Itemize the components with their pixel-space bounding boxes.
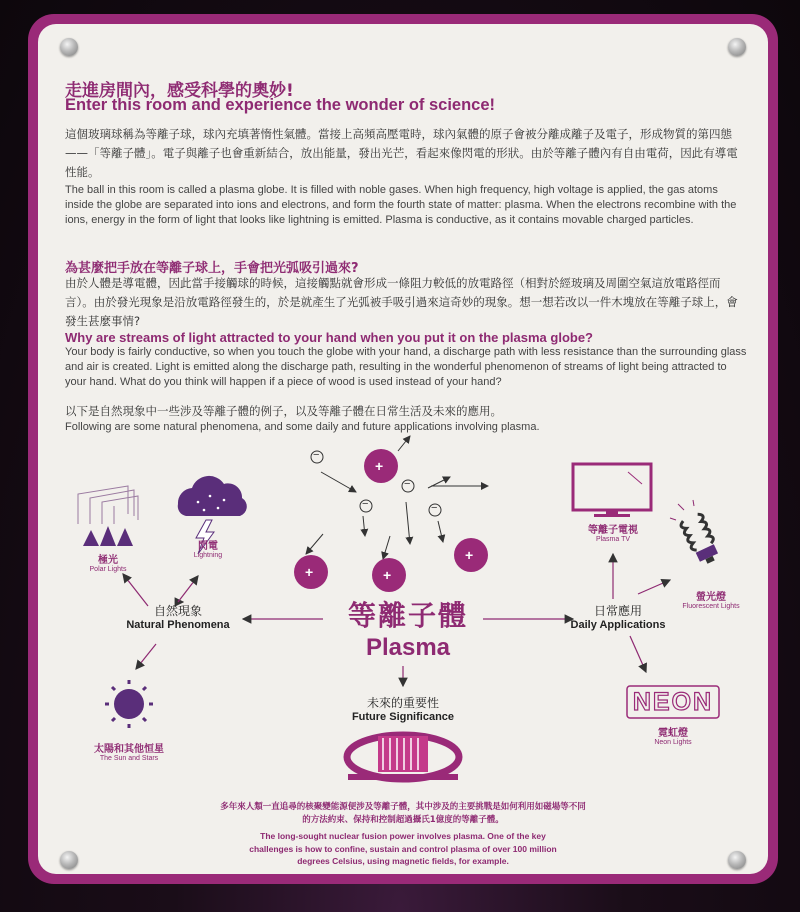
sun-icon: [105, 680, 153, 728]
polar-lights-label: 極光 Polar Lights: [89, 555, 127, 573]
electron-symbol-4: −: [431, 502, 438, 514]
sun-stars-label: 太陽和其他恒星 The Sun and Stars: [94, 744, 164, 762]
question-title-english: Why are streams of light attracted to your hand when you put it on the plasma globe?: [65, 330, 593, 345]
polar-lights-icon: [78, 486, 138, 524]
examples-intro-chinese: 以下是自然現象中一些涉及等離子體的例子，以及等離子體在日常生活及未來的應用。: [65, 404, 502, 418]
electron-symbol-3: −: [362, 498, 369, 510]
footnote-english: The long-sought nuclear fusion power involves plasma. One of the key challenges is how to confine, sustain and control plasma of over 100 million degrees Celsius, using magnetic fields, for example.: [249, 831, 557, 866]
question-body-english: Your body is fairly conductive, so when you touch the globe with your hand, a discharge path with less resistance than the surrounding glass and air is created. Light is emitted along the discharge path, resulting in the wonderful phenomenon of streams of light being attracted to your hand. What do you think will happen if a piece of wood is used instead of your hand?: [65, 346, 747, 389]
heading-english: Enter this room and experience the wonder of science!: [65, 96, 496, 114]
ion-symbol-1: +: [375, 458, 384, 474]
natural-phenomena-label: 自然現象 Natural Phenomena: [126, 604, 230, 631]
heading-chinese: 走進房間內，感受科學的奧妙!: [65, 81, 294, 101]
intro-english: The ball in this room is called a plasma globe. It is filled with noble gases. When high frequency, high voltage is applied, the gas atoms inside the globe are separated into ions and electrons, and form the fourth state of matter: plasma. When the electrons recombine with the ions, energy in the form of light that looks like lightning is emitted. Plasma is conductive, as it contains movable charged particles.: [65, 184, 737, 227]
future-significance-label: 未來的重要性 Future Significance: [351, 696, 455, 723]
plasma-tv-icon: [573, 464, 651, 517]
ion-symbol-3: +: [383, 567, 392, 583]
fluorescent-bulb-icon: [680, 513, 722, 568]
daily-applications-label: 日常應用 Daily Applications: [570, 604, 666, 631]
info-panel: [38, 24, 768, 874]
plasma-title-chinese: 等離子體: [347, 599, 468, 632]
question-title-chinese: 為甚麼把手放在等離子球上，手會把光弧吸引過來?: [65, 261, 359, 276]
neon-sign: NEON: [632, 688, 714, 716]
ion-symbol-2: +: [305, 564, 314, 580]
question-body-chinese: 由於人體是導電體，因此當手接觸球的時候，這接觸點就會形成一條阻力較低的放電路徑（相對於經玻璃及周圍空氣這放電路徑而言）。由於發光現象是沿放電路徑發生的，於是就產生了光弧被手吸引過來這奇妙的現象。想一想若改以一件木塊放在等離子球上，會發生甚麼事情?: [65, 276, 738, 328]
fluorescent-label: 螢光燈 Fluorescent Lights: [682, 592, 740, 610]
electron-symbol-1: −: [313, 449, 320, 461]
trees-icon: [83, 526, 133, 546]
intro-chinese: 這個玻璃球稱為等離子球，球內充填著惰性氣體。當接上高頻高壓電時，球內氣體的原子會被分離成離子及電子，形成物質的第四態——「等離子體」。電子與離子也會重新結合，放出能量，發出光芒，看起來像閃電的形狀。由於等離子體內有自由電荷，因此有導電性能。: [65, 127, 738, 179]
lightning-label: 閃電 Lightning: [193, 541, 223, 559]
footnote-chinese: 多年來人類一直追尋的核聚變能源便涉及等離子體，其中涉及的主要挑戰是如何利用如磁場等不同的方法約束、保持和控制超過攝氏1億度的等離子體。: [220, 802, 586, 825]
examples-intro-english: Following are some natural phenomena, and some daily and future applications involving plasma.: [65, 421, 540, 433]
neon-lights-label: 霓虹燈 Neon Lights: [654, 728, 692, 746]
plasma-tv-label: 等離子電視 Plasma TV: [588, 525, 638, 543]
plasma-title-english: Plasma: [365, 634, 451, 661]
bulb-rays: [670, 500, 694, 520]
ion-symbol-4: +: [465, 547, 474, 563]
fusion-reactor-icon: [347, 735, 459, 780]
electron-symbol-2: −: [404, 478, 411, 490]
